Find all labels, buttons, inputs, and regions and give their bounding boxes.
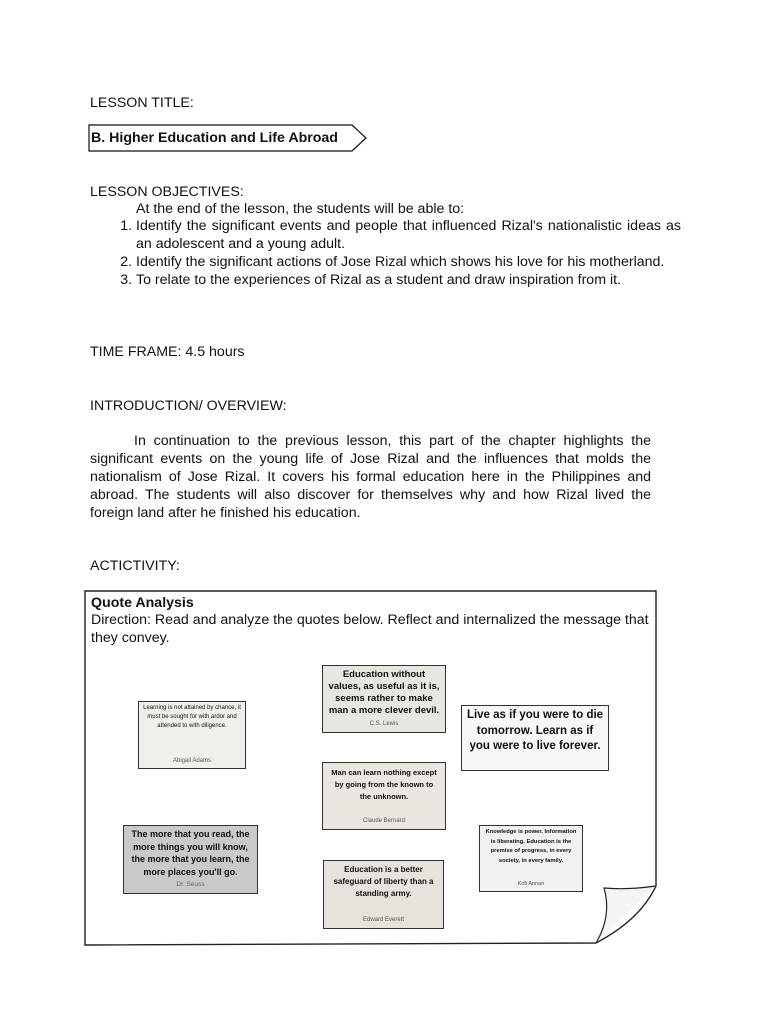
quote-author: Claude Bernard bbox=[362, 818, 406, 824]
intro-text: In continuation to the previous lesson, this part of the chapter highlights the significant events on the young life of Jose Rizal and the influences that molds the nationalism of Jose Rizal. It covers his formal education here in the Philippines and abroad. The students will also discover for themselves why and how Rizal lived the foreign land after he finished his education. bbox=[90, 433, 651, 521]
quote-text: Knowledge is power. Information is liberating. Education is the premise of progress, in every society, in every family. bbox=[485, 829, 577, 864]
activity-label: ACTICTIVITY: bbox=[90, 558, 180, 574]
quote-card-adams bbox=[138, 701, 246, 769]
intro-paragraph bbox=[90, 432, 651, 522]
quote-author: Kofi Annan bbox=[517, 880, 545, 887]
quote-card-everett bbox=[323, 860, 444, 929]
quote-author: Dr. Seuss bbox=[176, 880, 205, 888]
quote-analysis-title: Quote Analysis bbox=[91, 595, 194, 611]
quote-card-gandhi bbox=[461, 705, 609, 771]
lesson-title: B. Higher Education and Life Abroad bbox=[91, 130, 338, 146]
quote-author: C.S. Lewis bbox=[369, 721, 399, 727]
objective-item: 2. Identify the significant actions of Jose Rizal which shows his love for his motherland. bbox=[136, 253, 681, 271]
objectives-label: LESSON OBJECTIVES: bbox=[90, 184, 244, 200]
lesson-title-box bbox=[88, 124, 368, 152]
quote-card-annan bbox=[479, 825, 583, 892]
quote-analysis-direction: Direction: Read and analyze the quotes below. Reflect and internalized the message that they convey. bbox=[91, 612, 649, 646]
objective-item: 1. Identify the significant events and people that influenced Rizal's nationalistic ideas as an adolescent and a young adult. bbox=[136, 217, 681, 253]
objectives-list bbox=[106, 217, 681, 289]
quote-card-bernard bbox=[322, 762, 446, 830]
quote-author: Edward Everett bbox=[362, 917, 405, 923]
lesson-title-label: LESSON TITLE: bbox=[90, 95, 194, 111]
objectives-intro: At the end of the lesson, the students will be able to: bbox=[136, 201, 465, 217]
time-frame: TIME FRAME: 4.5 hours bbox=[90, 344, 245, 360]
quote-text: Live as if you were to die tomorrow. Learn as if you were to live forever. bbox=[466, 709, 604, 752]
quote-text: Education is a better safeguard of liberty than a standing army. bbox=[333, 865, 434, 898]
objective-item: 3. To relate to the experiences of Rizal as a student and draw inspiration from it. bbox=[136, 271, 681, 289]
quote-text: Education without values, as useful as it is, seems rather to make man a more clever devil. bbox=[328, 669, 440, 716]
intro-label: INTRODUCTION/ OVERVIEW: bbox=[90, 398, 287, 414]
quote-text: The more that you read, the more things you will know, the more that you learn, the more places you'll go. bbox=[131, 829, 250, 877]
quote-card-lewis bbox=[322, 665, 446, 733]
quote-card-seuss bbox=[123, 825, 258, 894]
quote-text: Man can learn nothing except by going from the known to the unknown. bbox=[331, 768, 437, 801]
quote-author: Abigail Adams bbox=[172, 758, 212, 764]
quote-text: Learning is not attained by chance, it must be sought for with ardor and attended to with diligence. bbox=[143, 705, 241, 729]
